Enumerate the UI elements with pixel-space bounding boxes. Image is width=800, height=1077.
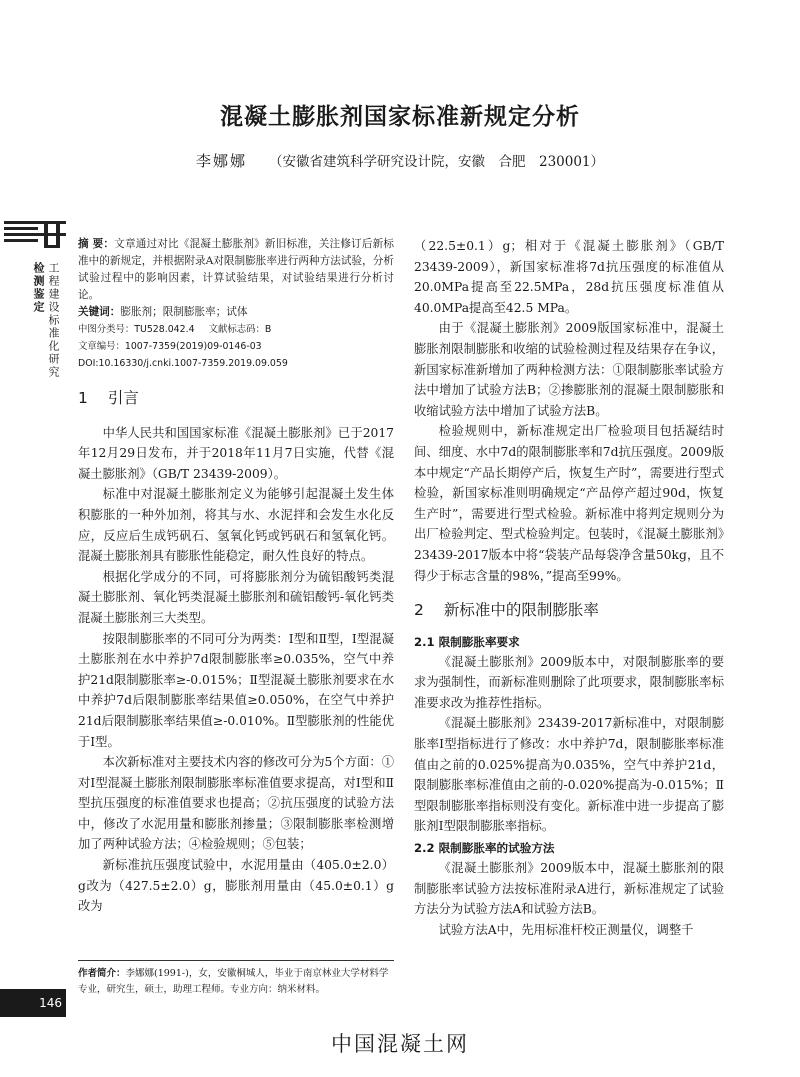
section1-number: 1	[78, 389, 88, 407]
section2-title: 新标准中的限制膨胀率	[443, 601, 599, 620]
footnote-divider	[78, 960, 394, 961]
paragraph: 检验规则中，新标准规定出厂检验项目包括凝结时间、细度、水中7d的限制膨胀率和7d抗压强度。2009版本中规定“产品长期停产后，恢复生产时”，需要进行型式检验，新国家标准则明确规定“产品停产超过90d，恢复生产时”，需要进行型式检验。新标准中将判定规则分为出厂检验判定、型式检验判定。包装时，《混凝土膨胀剂》23439-2017版本中将“袋装产品每袋净含量50kg，且不得少于标志含量的98%，”提高至99%。	[414, 424, 724, 583]
journal-logo-icon	[4, 219, 66, 249]
site-watermark: 中国混凝土网	[331, 1032, 469, 1056]
sidebar-journal-name: 工程建设标准化研究	[47, 262, 60, 379]
paragraph: 《混凝土膨胀剂》23439-2017新标准中，对限制膨胀率Ⅰ型指标进行了修改：水中养护7d，限制膨胀率标准值由之前的0.025%提高为0.035%，空气中养护21d，限制膨胀率标准值由之前的-0.020%提高为-0.015%；Ⅱ型限制膨胀率指标则没有变化。新标准中进一步提高了膨胀剂Ⅰ型限制膨胀率指标。	[414, 716, 724, 834]
section2-heading	[414, 600, 724, 621]
paragraph: 本次新标准对主要技术内容的修改可分为5个方面：①对Ⅰ型混凝土膨胀剂限制膨胀率标准值要求提高，对Ⅰ型和Ⅱ型抗压强度的标准值要求也提高；②抗压强度的试验方法中，修改了水泥用量和膨胀剂掺量；③限制膨胀率检测增加了两种试验方法；④检验规则；⑤包装；	[78, 755, 394, 852]
article-number: 文章编号：1007-7359(2019)09-0146-03	[78, 341, 262, 352]
author-affiliation: （安徽省建筑科学研究设计院，安徽 合肥 230001）	[268, 154, 605, 170]
abstract-label: 摘 要：	[78, 238, 115, 250]
paragraph: 试验方法A中，先用标准杆校正测量仪，调整千	[438, 922, 694, 937]
author-line	[0, 150, 800, 171]
classification-line	[78, 321, 394, 338]
paragraph: 中华人民共和国国家标准《混凝土膨胀剂》已于2017年12月29日发布，并于2018年11月7日实施，代替《混凝土膨胀剂》（GB/T 23439-2009）。	[78, 425, 394, 481]
left-column	[78, 236, 394, 917]
abstract-text: 文章通过对比《混凝土膨胀剂》新旧标准，关注修订后新标准中的新规定，并根据附录A对限制膨胀率进行两种方法试验，分析试验过程中的影响因素，计算试验结果，对试验结果进行分析讨论。	[78, 238, 394, 301]
section1-title: 引言	[107, 389, 139, 407]
paragraph: （22.5±0.1）g；相对于《混凝土膨胀剂》（GB/T 23439-2009），新国家标准将7d抗压强度的标准值从20.0MPa提高至22.5MPa，28d抗压强度标准值从40.0MPa提高至42.5 MPa。	[414, 239, 724, 315]
keywords-label: 关键词：	[78, 306, 121, 318]
abstract	[78, 236, 394, 304]
keywords-text: 膨胀剂；限制膨胀率；试体	[120, 306, 248, 318]
sidebar-column-name: 检测鉴定	[32, 262, 45, 314]
clc-number: 中图分类号：TU528.042.4	[78, 324, 195, 335]
document-code: 文献标志码：B	[208, 324, 272, 335]
paragraph: 《混凝土膨胀剂》2009版本中，对限制膨胀率的要求为强制性，而新标准则删除了此项要求，限制膨胀率标准要求改为推荐性指标。	[414, 654, 724, 710]
paragraph: 由于《混凝土膨胀剂》2009版国家标准中，混凝土膨胀剂限制膨胀和收缩的试验检测过程及结果存在争议，新国家标准新增加了两种检测方法：①限制膨胀率试验方法中增加了试验方法B；②掺膨胀剂的混凝土限制膨胀和收缩试验方法中增加了试验方法B。	[414, 321, 724, 418]
paragraph: 根据化学成分的不同，可将膨胀剂分为硫铝酸钙类混凝土膨胀剂、氧化钙类混凝土膨胀剂和硫铝酸钙-氧化钙类混凝土膨胀剂三大类型。	[78, 569, 394, 625]
section2-number: 2	[414, 601, 424, 620]
subsection-2-2-title: 2.2 限制膨胀率的试验方法	[414, 841, 555, 856]
paper-title: 混凝土膨胀剂国家标准新规定分析	[220, 104, 580, 130]
paragraph: 《混凝土膨胀剂》2009版本中，混凝土膨胀剂的限制膨胀率试验方法按标准附录A进行，新标准规定了试验方法分为试验方法A和试验方法B。	[414, 861, 724, 917]
section1-heading	[78, 388, 394, 409]
footnote-label: 作者简介：	[78, 968, 126, 979]
right-column	[414, 236, 724, 940]
paragraph: 新标准抗压强度试验中，水泥用量由（405.0±2.0）g改为（427.5±2.0）g，膨胀剂用量由（45.0±0.1）g改为	[78, 858, 394, 914]
paragraph: 标准中对混凝土膨胀剂定义为能够引起混凝土发生体积膨胀的一种外加剂，将其与水、水泥拌和会发生水化反应，反应后生成钙矾石、氢氧化钙或钙矾石和氢氧化钙。混凝土膨胀剂具有膨胀性能稳定，耐久性良好的特点。	[78, 487, 394, 564]
author-footnote	[78, 966, 394, 997]
footnote-text: 李娜娜(1991-)，女，安徽桐城人，毕业于南京林业大学材料学专业，研究生，硕士，助理工程师。专业方向：纳米材料。	[78, 968, 389, 995]
keywords	[78, 304, 394, 321]
subsection-2-1-title: 2.1 限制膨胀率要求	[414, 634, 520, 649]
page-number: 146	[0, 989, 66, 1017]
author-name: 李娜娜	[195, 152, 247, 170]
doi: DOI:10.16330/j.cnki.1007-7359.2019.09.059	[78, 358, 288, 369]
paragraph: 按限制膨胀率的不同可分为两类：Ⅰ型和Ⅱ型，Ⅰ型混凝土膨胀剂在水中养护7d限制膨胀率≥0.035%，空气中养护21d限制膨胀率≥-0.015%；Ⅱ型混凝土膨胀剂要求在水中养护7d后限制膨胀率结果值≥0.050%，在空气中养护21d后限制膨胀率结果值≥-0.010%。Ⅱ型膨胀剂的性能优于Ⅰ型。	[78, 631, 394, 749]
